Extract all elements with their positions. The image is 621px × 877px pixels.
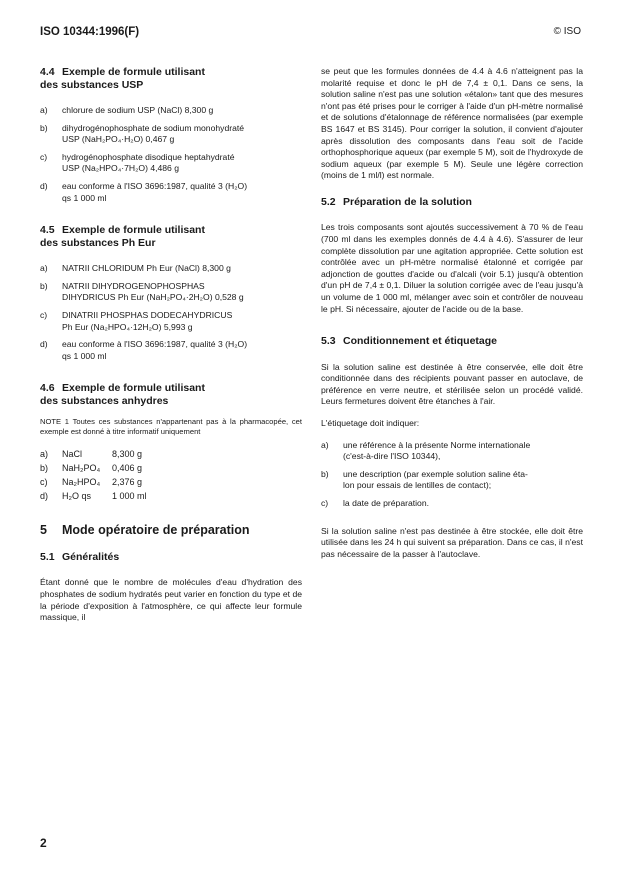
table-row: a) NaCl 8,300 g: [40, 448, 143, 459]
section-4-4-heading: 4.4 Exemple de formule utilisant des substances USP: [40, 66, 302, 91]
label-list: [321, 440, 583, 510]
page-number: 2: [40, 836, 47, 850]
table-row: d) H₂O qs 1 000 ml: [40, 490, 147, 501]
section-4-4-list: [40, 105, 302, 204]
section-5-heading: 5 Mode opératoire de préparation: [40, 522, 250, 537]
list-item: b) NATRII DIHYDROGENOPHOSPHAS DIHYDRICUS Ph Eur (NaH₂PO₄·2H₂O) 0,528 g: [40, 280, 244, 303]
section-title-line2: des substances USP: [40, 78, 144, 91]
paragraph: Les trois composants sont ajoutés successivement à 70 % de l'eau (700 ml dans les exemples donnés de 4.4 à 4.6). S'assurer de leur complète dissolution par une agitation appropriée. Cette solution est contrôlée avec un pH-mètre normalisé étalonné et corrigée par adjonction de gouttes d'acide ou d'alcali (voir 5.1) jusqu'à obtention d'un pH de 7,4 ± 0,1. Diluer la solution corrigée avec de l'eau jusqu'à un volume de 1 000 ml, mélanger avec soin et contrôler de nouveau le pH. Si nécessaire, ajouter de l'acide ou de la base.: [321, 222, 583, 314]
list-item: c) DINATRII PHOSPHAS DODECAHYDRICUS Ph Eur (Na₂HPO₄·12H₂O) 5,993 g: [40, 309, 233, 332]
table-row: b) NaH₂PO₄ 0,406 g: [40, 462, 143, 473]
section-title: Mode opératoire de préparation: [62, 522, 250, 537]
section-4-5-heading: 4.5 Exemple de formule utilisant des substances Ph Eur: [40, 224, 302, 249]
section-title-line2: des substances anhydres: [40, 394, 169, 407]
section-5-3-heading: 5.3 Conditionnement et étiquetage: [321, 335, 498, 348]
paragraph: Si la solution saline est destinée à être conservée, elle doit être conditionnée dans des récipients pouvant passer en autoclave, de préférence en verre neutre, et stérilisée selon un procédé validé. Leurs fermetures doivent être étanches à l'air.: [321, 361, 583, 407]
section-4-6-heading: 4.6 Exemple de formule utilisant des substances anhydres: [40, 382, 302, 407]
paragraph: Si la solution saline n'est pas destinée à être stockée, elle doit être utilisée dans les 24 h qui suivent sa préparation. Dans ce cas, il n'est pas nécessaire de la passer à l'autoclave.: [321, 525, 583, 559]
list-item: a) NATRII CHLORIDUM Ph Eur (NaCl) 8,300 g: [40, 263, 231, 274]
left-column: [40, 66, 302, 624]
section-title-line2: des substances Ph Eur: [40, 236, 156, 249]
list-item: c) la date de préparation.: [321, 498, 430, 509]
section-5-1-heading: 5.1 Généralités: [40, 550, 120, 563]
table-row: c) Na₂HPO₄ 2,376 g: [40, 476, 143, 487]
list-item: a) chlorure de sodium USP (NaCl) 8,300 g: [40, 105, 214, 115]
paragraph: se peut que les formules données de 4.4 à 4.6 n'atteignent pas la molarité requise et donc le pH de 7,4 ± 0,1. Dans ce sens, la solution saline n'est pas une solution «étalon» tant que des mesures n'ont pas été prises pour le corriger à l'aide d'un pH-mètre normalisé et de solutions d'étalonnage de référence normalisées (par exemple BS 1647 et BS 3145). Pour corriger la solution, il convient d'ajouter après dissolution des composants dans l'eau soit de l'acide orthophosphorique aqueux (par exemple 5 M), soit de l'hydroxyde de sodium aqueux (par exemple 5 M). Seule une légère correction (moins de 1 ml/l) est normale.: [321, 66, 583, 181]
section-title: Exemple de formule utilisant: [62, 66, 205, 78]
list-item: d) eau conforme à l'ISO 3696:1987, qualité 3 (H₂O) qs 1 000 ml: [40, 180, 248, 203]
section-title: Généralités: [62, 550, 120, 563]
note: NOTE 1 Toutes ces substances n'appartenant pas à la pharmacopée, cet exemple est donné à titre informatif uniquement: [40, 417, 302, 437]
document-code: ISO 10344:1996(F): [40, 26, 140, 38]
section-title: Exemple de formule utilisant: [62, 224, 205, 237]
paragraph: Étant donné que le nombre de molécules d'eau d'hydration des phosphates de sodium hydratés peut varier en fonction du type et de la période d'exposition à l'atmosphère, ce qui affecte leur formule massique, il: [40, 577, 302, 623]
section-title: Préparation de la solution: [343, 195, 472, 208]
list-item: b) dihydrogénophosphate de sodium monohydraté USP (NaH₂PO₄·H₂O) 0,467 g: [40, 122, 245, 145]
right-column: [321, 66, 583, 560]
list-item: c) hydrogénophosphate disodique heptahydraté USP (Na₂HPO₄·7H₂O) 4,486 g: [40, 151, 235, 174]
copyright-mark: © ISO: [553, 26, 581, 37]
section-title: Exemple de formule utilisant: [62, 382, 205, 395]
list-item: b) une description (par exemple solution saline éta- lon pour essais de lentilles de contact);: [321, 468, 528, 491]
list-item: a) une référence à la présente Norme internationale (c'est-à-dire l'ISO 10344),: [321, 439, 531, 462]
section-5-2-heading: 5.2 Préparation de la solution: [321, 195, 472, 208]
list-item: d) eau conforme à l'ISO 3696:1987, qualité 3 (H₂O) qs 1 000 ml: [40, 339, 248, 361]
section-title: Conditionnement et étiquetage: [343, 335, 498, 348]
composition-table: [40, 447, 302, 503]
paragraph: L'étiquetage doit indiquer:: [321, 418, 420, 429]
section-4-5-list: [40, 263, 302, 362]
